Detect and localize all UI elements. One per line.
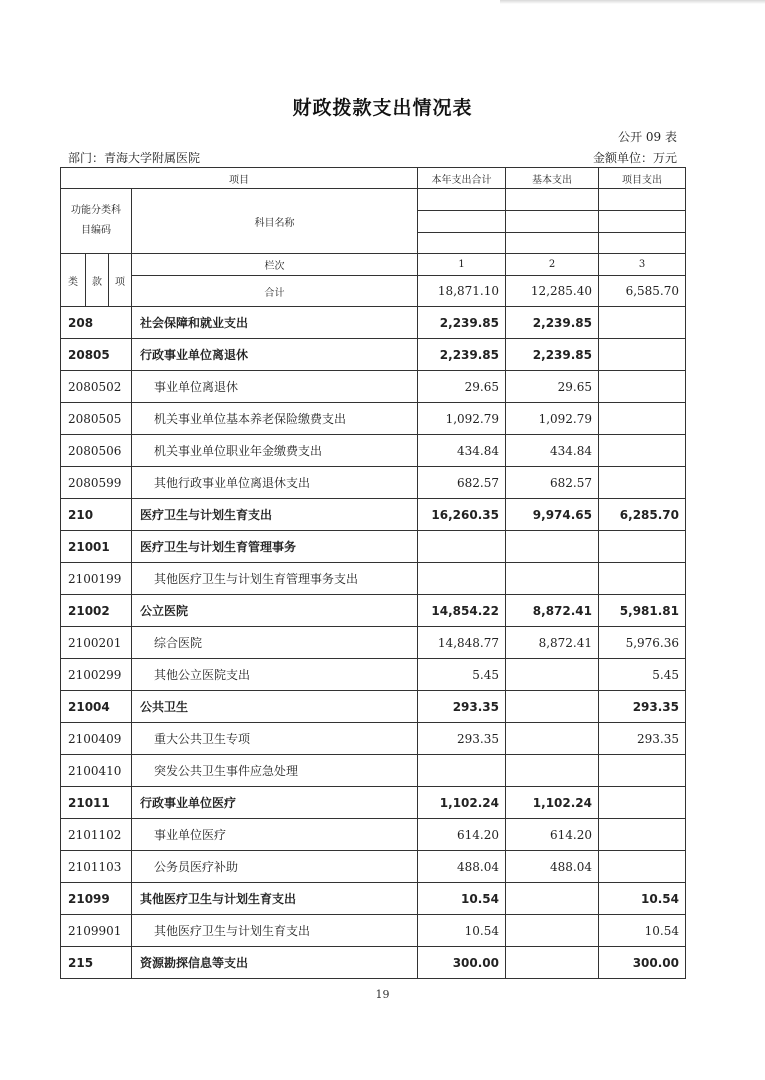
row-basic-cell: 2,239.85 <box>506 307 599 339</box>
row-project-cell: 293.35 <box>599 723 686 755</box>
row-total-cell: 14,854.22 <box>418 595 506 627</box>
row-code-cell: 210 <box>61 499 132 531</box>
row-code-cell: 208 <box>61 307 132 339</box>
row-code-cell: 20805 <box>61 339 132 371</box>
row-code-cell: 2100299 <box>61 659 132 691</box>
row-project-cell: 6,285.70 <box>599 499 686 531</box>
row-basic-cell: 1,092.79 <box>506 403 599 435</box>
row-project-cell: 5,981.81 <box>599 595 686 627</box>
header-heji: 合计 <box>132 276 418 307</box>
row-basic-cell <box>506 563 599 595</box>
row-name-cell: 社会保障和就业支出 <box>132 307 418 339</box>
header-blank <box>418 233 506 254</box>
row-project-cell <box>599 403 686 435</box>
page-number: 19 <box>375 988 390 1001</box>
row-code-cell: 2100199 <box>61 563 132 595</box>
row-code-cell: 2080502 <box>61 371 132 403</box>
row-total-cell: 5.45 <box>418 659 506 691</box>
header-kuan: 款 <box>86 254 109 307</box>
row-basic-cell <box>506 883 599 915</box>
expenditure-table <box>60 167 686 979</box>
row-basic-cell: 8,872.41 <box>506 595 599 627</box>
row-basic-cell: 434.84 <box>506 435 599 467</box>
row-total-cell: 293.35 <box>418 723 506 755</box>
header-basic: 基本支出 <box>506 168 599 189</box>
row-name-cell: 其他医疗卫生与计划生育支出 <box>132 883 418 915</box>
row-basic-cell: 8,872.41 <box>506 627 599 659</box>
row-project-cell: 10.54 <box>599 883 686 915</box>
row-total-cell: 614.20 <box>418 819 506 851</box>
row-name-cell: 公共卫生 <box>132 691 418 723</box>
sum-project: 6,585.70 <box>599 276 686 307</box>
row-name-cell: 机关事业单位职业年金缴费支出 <box>132 435 418 467</box>
row-name-cell: 突发公共卫生事件应急处理 <box>132 755 418 787</box>
row-total-cell: 1,102.24 <box>418 787 506 819</box>
row-code-cell: 2109901 <box>61 915 132 947</box>
header-lei: 类 <box>61 254 86 307</box>
row-total-cell: 1,092.79 <box>418 403 506 435</box>
row-name-cell: 事业单位医疗 <box>132 819 418 851</box>
sum-total: 18,871.10 <box>418 276 506 307</box>
row-code-cell: 21002 <box>61 595 132 627</box>
row-project-cell <box>599 307 686 339</box>
row-total-cell: 16,260.35 <box>418 499 506 531</box>
row-project-cell: 300.00 <box>599 947 686 979</box>
row-total-cell: 682.57 <box>418 467 506 499</box>
row-project-cell <box>599 371 686 403</box>
row-name-cell: 公务员医疗补助 <box>132 851 418 883</box>
row-basic-cell: 488.04 <box>506 851 599 883</box>
row-basic-cell <box>506 691 599 723</box>
header-blank <box>599 233 686 254</box>
row-project-cell <box>599 755 686 787</box>
row-project-cell: 5.45 <box>599 659 686 691</box>
row-basic-cell <box>506 947 599 979</box>
header-blank <box>599 189 686 211</box>
row-name-cell: 行政事业单位医疗 <box>132 787 418 819</box>
row-total-cell: 29.65 <box>418 371 506 403</box>
header-index-2: 2 <box>506 254 599 276</box>
row-project-cell <box>599 339 686 371</box>
table-number: 公开 09 表 <box>618 130 677 144</box>
row-code-cell: 2100409 <box>61 723 132 755</box>
row-total-cell: 14,848.77 <box>418 627 506 659</box>
row-code-cell: 21004 <box>61 691 132 723</box>
row-name-cell: 医疗卫生与计划生育支出 <box>132 499 418 531</box>
row-total-cell <box>418 563 506 595</box>
header-subject-name: 科目名称 <box>132 189 418 254</box>
row-name-cell: 其他公立医院支出 <box>132 659 418 691</box>
row-code-cell: 2101102 <box>61 819 132 851</box>
header-blank <box>418 189 506 211</box>
row-basic-cell: 29.65 <box>506 371 599 403</box>
header-index-3: 3 <box>599 254 686 276</box>
row-code-cell: 21001 <box>61 531 132 563</box>
row-name-cell: 机关事业单位基本养老保险缴费支出 <box>132 403 418 435</box>
row-project-cell <box>599 819 686 851</box>
header-blank <box>506 233 599 254</box>
row-code-cell: 2100410 <box>61 755 132 787</box>
row-basic-cell: 1,102.24 <box>506 787 599 819</box>
header-xiang: 项 <box>109 254 132 307</box>
row-total-cell <box>418 755 506 787</box>
row-name-cell: 其他医疗卫生与计划生育管理事务支出 <box>132 563 418 595</box>
header-item: 项目 <box>61 168 418 189</box>
row-code-cell: 2100201 <box>61 627 132 659</box>
row-name-cell: 行政事业单位离退休 <box>132 339 418 371</box>
row-code-cell: 215 <box>61 947 132 979</box>
row-project-cell <box>599 563 686 595</box>
row-code-cell: 2080505 <box>61 403 132 435</box>
row-project-cell: 293.35 <box>599 691 686 723</box>
row-total-cell <box>418 531 506 563</box>
header-blank <box>506 211 599 233</box>
row-name-cell: 公立医院 <box>132 595 418 627</box>
header-blank <box>599 211 686 233</box>
row-basic-cell <box>506 755 599 787</box>
department-label: 部门：青海大学附属医院 <box>68 151 201 165</box>
row-project-cell: 10.54 <box>599 915 686 947</box>
row-project-cell <box>599 787 686 819</box>
header-func-code: 功能分类科目编码 <box>61 189 132 254</box>
row-project-cell: 5,976.36 <box>599 627 686 659</box>
row-total-cell: 293.35 <box>418 691 506 723</box>
row-code-cell: 2080599 <box>61 467 132 499</box>
row-project-cell <box>599 851 686 883</box>
header-project: 项目支出 <box>599 168 686 189</box>
row-code-cell: 2101103 <box>61 851 132 883</box>
page-title: 财政拨款支出情况表 <box>292 97 473 119</box>
row-total-cell: 10.54 <box>418 883 506 915</box>
row-project-cell <box>599 467 686 499</box>
row-code-cell: 21099 <box>61 883 132 915</box>
header-lanci: 栏次 <box>132 254 418 276</box>
row-project-cell <box>599 435 686 467</box>
row-total-cell: 2,239.85 <box>418 339 506 371</box>
row-basic-cell <box>506 915 599 947</box>
sum-basic: 12,285.40 <box>506 276 599 307</box>
header-total: 本年支出合计 <box>418 168 506 189</box>
row-project-cell <box>599 531 686 563</box>
row-basic-cell: 9,974.65 <box>506 499 599 531</box>
unit-label: 金额单位：万元 <box>592 151 677 165</box>
row-total-cell: 300.00 <box>418 947 506 979</box>
row-basic-cell: 614.20 <box>506 819 599 851</box>
page-edge-shadow <box>500 0 765 4</box>
row-basic-cell <box>506 531 599 563</box>
row-total-cell: 2,239.85 <box>418 307 506 339</box>
row-name-cell: 医疗卫生与计划生育管理事务 <box>132 531 418 563</box>
row-basic-cell: 2,239.85 <box>506 339 599 371</box>
row-name-cell: 资源勘探信息等支出 <box>132 947 418 979</box>
row-basic-cell: 682.57 <box>506 467 599 499</box>
row-name-cell: 事业单位离退休 <box>132 371 418 403</box>
row-name-cell: 其他医疗卫生与计划生育支出 <box>132 915 418 947</box>
row-total-cell: 434.84 <box>418 435 506 467</box>
row-name-cell: 其他行政事业单位离退休支出 <box>132 467 418 499</box>
row-name-cell: 综合医院 <box>132 627 418 659</box>
row-code-cell: 2080506 <box>61 435 132 467</box>
row-basic-cell <box>506 659 599 691</box>
row-basic-cell <box>506 723 599 755</box>
row-name-cell: 重大公共卫生专项 <box>132 723 418 755</box>
header-blank <box>418 211 506 233</box>
header-blank <box>506 189 599 211</box>
row-total-cell: 10.54 <box>418 915 506 947</box>
header-index-1: 1 <box>418 254 506 276</box>
row-code-cell: 21011 <box>61 787 132 819</box>
row-total-cell: 488.04 <box>418 851 506 883</box>
